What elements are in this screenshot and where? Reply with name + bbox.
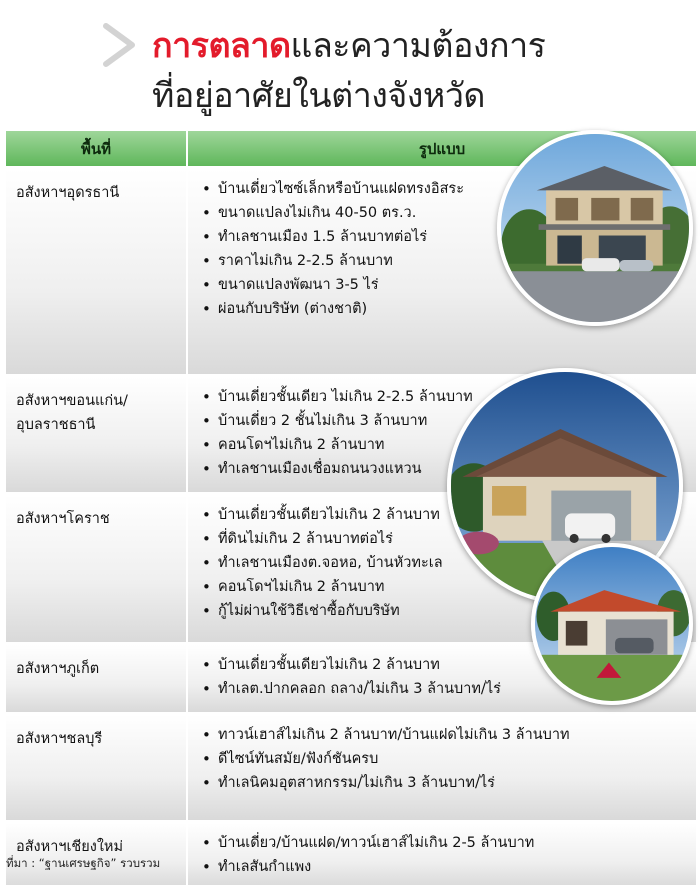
list-item: • ที่ดินไม่เกิน 2 ล้านบาทต่อไร่ <box>202 527 696 551</box>
list-item: • บ้านเดี่ยวชั้นเดียว ไม่เกิน 2-2.5 ล้านบาท <box>202 385 696 409</box>
house-photo-two-storey <box>497 130 693 326</box>
column-header-format: รูปแบบ <box>188 131 696 166</box>
list-item: • คอนโดฯไม่เกิน 2 ล้านบาท <box>202 575 696 599</box>
area-cell: อสังหาฯภูเก็ต <box>6 645 188 712</box>
list-item: • บ้านเดี่ยวชั้นเดียวไม่เกิน 2 ล้านบาท <box>202 653 696 677</box>
title-accent: การตลาด <box>152 26 291 66</box>
column-header-area: พื้นที่ <box>6 131 188 166</box>
list-item: • บ้านเดี่ยวไซซ์เล็กหรือบ้านแฝดทรงอิสระ <box>202 177 696 201</box>
list-item: • บ้านเดี่ยว/บ้านแฝด/ทาวน์เฮาส์ไม่เกิน 2-5 ล้านบาท <box>202 831 696 855</box>
list-item: • ทาวน์เฮาส์ไม่เกิน 2 ล้านบาท/บ้านแฝดไม่เกิน 3 ล้านบาท <box>202 723 696 747</box>
format-list <box>202 723 696 795</box>
list-item: • ขนาดแปลงพัฒนา 3-5 ไร่ <box>202 273 696 297</box>
list-item: • กู้ไม่ผ่านใช้วิธีเช่าซื้อกับบริษัท <box>202 599 696 623</box>
list-item: • ราคาไม่เกิน 2-2.5 ล้านบาท <box>202 249 696 273</box>
format-cell <box>188 715 696 820</box>
list-item: • ทำเลชานเมืองต.จอหอ, บ้านหัวทะเล <box>202 551 696 575</box>
area-cell: อสังหาฯโคราช <box>6 495 188 642</box>
chevron-right-icon <box>100 20 140 70</box>
source-note: ที่มา : “ฐานเศรษฐกิจ” รวบรวม <box>6 856 161 870</box>
format-list <box>202 831 696 879</box>
list-item: • ทำเลสันกำแพง <box>202 855 696 879</box>
list-item: • ทำเลต.ปากคลอก ถลาง/ไม่เกิน 3 ล้านบาท/ไร่ <box>202 677 696 701</box>
list-item: • บ้านเดี่ยวชั้นเดียวไม่เกิน 2 ล้านบาท <box>202 503 696 527</box>
area-cell: อสังหาฯขอนแก่น/ อุบลราชธานี <box>6 377 188 492</box>
list-item: • คอนโดฯไม่เกิน 2 ล้านบาท <box>202 433 696 457</box>
house-photo-tile-roof <box>531 543 693 705</box>
title-rest: และความต้องการ <box>290 26 546 66</box>
table-row <box>6 820 696 885</box>
list-item: • ผ่อนกับบริษัท (ต่างชาติ) <box>202 297 696 321</box>
area-cell: อสังหาฯเชียงใหม่ <box>6 823 188 885</box>
table-row <box>6 712 696 820</box>
list-item: • บ้านเดี่ยว 2 ชั้นไม่เกิน 3 ล้านบาท <box>202 409 696 433</box>
list-item: • ทำเลชานเมืองเชื่อมถนนวงแหวน <box>202 457 696 481</box>
list-item: • ขนาดแปลงไม่เกิน 40-50 ตร.ว. <box>202 201 696 225</box>
area-cell: อสังหาฯอุดรธานี <box>6 169 188 374</box>
page-title <box>152 18 545 72</box>
format-cell <box>188 823 696 885</box>
page-header <box>0 0 700 130</box>
area-cell: อสังหาฯชลบุรี <box>6 715 188 820</box>
list-item: • ทำเลนิคมอุตสาหกรรม/ไม่เกิน 3 ล้านบาท/ไร่ <box>202 771 696 795</box>
page-subtitle: ที่อยู่อาศัยในต่างจังหวัด <box>152 76 485 116</box>
list-item: • ทำเลชานเมือง 1.5 ล้านบาทต่อไร่ <box>202 225 696 249</box>
list-item: • ดีไซน์ทันสมัย/ฟังก์ชันครบ <box>202 747 696 771</box>
